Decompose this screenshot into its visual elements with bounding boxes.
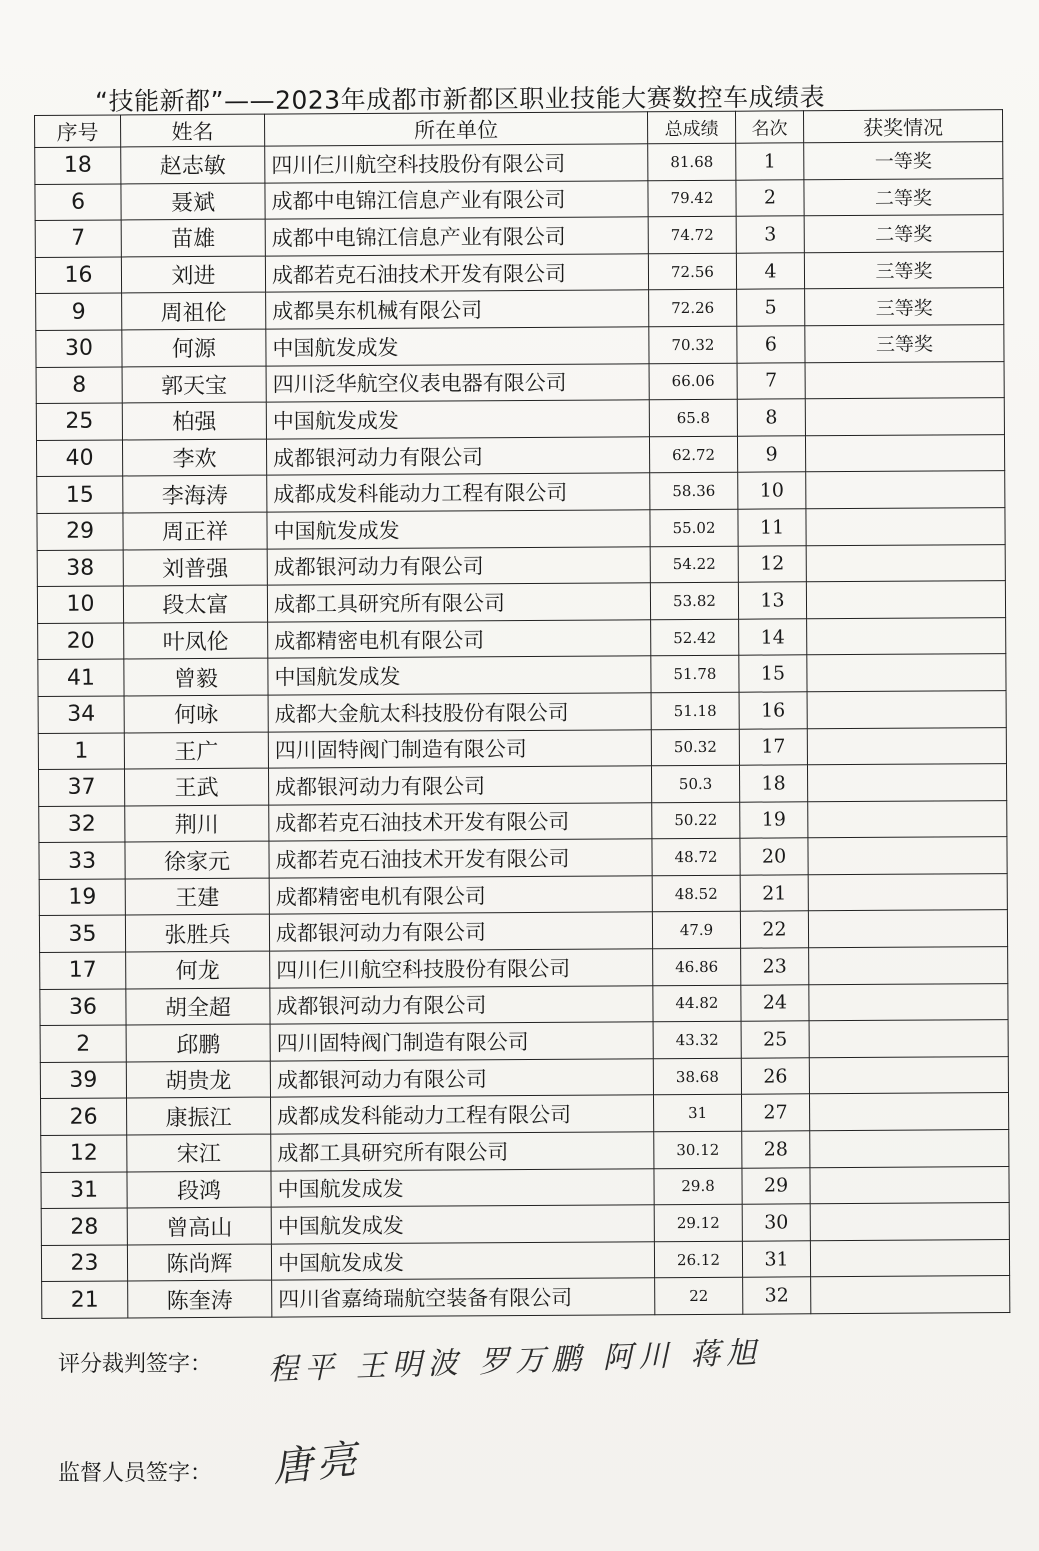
cell-name: 陈奎涛	[128, 1280, 272, 1317]
cell-no: 7	[35, 220, 121, 257]
table-row	[38, 654, 1006, 697]
cell-rank: 22	[740, 911, 808, 948]
cell-no: 23	[41, 1245, 127, 1282]
cell-rank: 10	[738, 472, 806, 509]
cell-rank: 6	[737, 326, 805, 363]
table-row	[41, 1239, 1009, 1282]
cell-award	[806, 471, 1005, 509]
cell-score: 74.72	[648, 216, 736, 253]
cell-rank: 27	[741, 1094, 809, 1131]
header-score: 总成绩	[647, 111, 735, 144]
cell-rank: 23	[741, 948, 809, 985]
cell-score: 72.56	[648, 253, 736, 290]
cell-award	[806, 581, 1005, 619]
cell-unit: 中国航发成发	[271, 1168, 654, 1207]
table-row	[38, 727, 1006, 770]
cell-award	[809, 947, 1008, 985]
table-row	[37, 544, 1005, 587]
table-row	[41, 1093, 1009, 1136]
cell-unit: 成都昊东机械有限公司	[266, 290, 649, 329]
cell-award	[806, 544, 1005, 582]
cell-score: 47.9	[652, 912, 740, 949]
cell-score: 54.22	[650, 546, 738, 583]
cell-rank: 29	[742, 1167, 810, 1204]
cell-score: 50.22	[652, 802, 740, 839]
supervisor-signature: 唐亮	[270, 1436, 363, 1492]
cell-name: 周祖伦	[122, 292, 266, 329]
cell-no: 25	[36, 403, 122, 440]
cell-no: 10	[37, 586, 123, 623]
cell-no: 36	[40, 989, 126, 1026]
cell-score: 70.32	[649, 326, 737, 363]
cell-rank: 26	[741, 1058, 809, 1095]
cell-rank: 21	[740, 875, 808, 912]
cell-rank: 9	[737, 436, 805, 473]
cell-rank: 7	[737, 362, 805, 399]
cell-name: 陈尚辉	[127, 1244, 271, 1281]
cell-rank: 16	[739, 692, 807, 729]
cell-name: 王建	[125, 878, 269, 915]
cell-score: 79.42	[648, 180, 736, 217]
cell-name: 胡贵龙	[126, 1061, 270, 1098]
cell-unit: 成都中电锦江信息产业有限公司	[265, 180, 648, 219]
cell-score: 38.68	[653, 1058, 741, 1095]
cell-no: 39	[40, 1062, 126, 1099]
header-rank: 名次	[735, 111, 803, 143]
cell-score: 43.32	[653, 1021, 741, 1058]
cell-rank: 12	[738, 545, 806, 582]
cell-rank: 20	[740, 838, 808, 875]
cell-no: 38	[37, 549, 123, 586]
results-table	[34, 109, 1010, 1319]
cell-name: 柏强	[122, 402, 266, 439]
table-row	[41, 1203, 1009, 1246]
cell-award	[810, 1203, 1009, 1241]
table-row	[39, 800, 1007, 843]
table-row	[41, 1130, 1009, 1173]
cell-name: 苗雄	[121, 219, 265, 256]
cell-name: 赵志敏	[121, 146, 265, 183]
table-row	[35, 215, 1003, 258]
cell-no: 8	[36, 367, 122, 404]
cell-unit: 成都成发科能动力工程有限公司	[267, 473, 650, 512]
cell-award	[809, 1093, 1008, 1131]
cell-award: 三等奖	[804, 251, 1003, 289]
cell-award	[809, 1056, 1008, 1094]
table-row	[37, 581, 1005, 624]
cell-name: 李欢	[122, 439, 266, 476]
cell-award	[810, 1166, 1009, 1204]
cell-rank: 15	[739, 655, 807, 692]
cell-name: 郭天宝	[122, 366, 266, 403]
cell-award	[807, 727, 1006, 765]
cell-unit: 四川省嘉绮瑞航空装备有限公司	[272, 1278, 655, 1317]
table-row	[39, 837, 1007, 880]
cell-no: 41	[38, 659, 124, 696]
cell-rank: 30	[742, 1204, 810, 1241]
cell-rank: 3	[736, 216, 804, 253]
judges-signatures: 程平 王明波 罗万鹏 阿川 蒋旭	[267, 1335, 763, 1388]
cell-score: 72.26	[649, 290, 737, 327]
table-body	[35, 142, 1010, 1319]
cell-rank: 4	[736, 253, 804, 290]
cell-no: 37	[38, 769, 124, 806]
cell-award	[807, 764, 1006, 802]
table-row	[36, 434, 1004, 477]
cell-unit: 中国航发成发	[266, 400, 649, 439]
table-row	[40, 983, 1008, 1026]
cell-name: 何龙	[126, 951, 270, 988]
table-row	[38, 690, 1006, 733]
cell-award: 三等奖	[805, 288, 1004, 326]
cell-no: 1	[38, 732, 124, 769]
cell-unit: 成都若克石油技术开发有限公司	[265, 254, 648, 293]
table-row	[39, 873, 1007, 916]
cell-award	[805, 398, 1004, 436]
cell-rank: 11	[738, 509, 806, 546]
cell-name: 何源	[122, 329, 266, 366]
cell-score: 66.06	[649, 363, 737, 400]
cell-name: 邱鹏	[126, 1024, 270, 1061]
table-row	[38, 764, 1006, 807]
cell-award	[805, 434, 1004, 472]
cell-no: 15	[37, 476, 123, 513]
cell-score: 46.86	[653, 948, 741, 985]
cell-award	[808, 910, 1007, 948]
cell-unit: 中国航发成发	[267, 510, 650, 549]
cell-rank: 25	[741, 1021, 809, 1058]
cell-no: 33	[39, 842, 125, 879]
cell-name: 段太富	[123, 585, 267, 622]
cell-score: 30.12	[654, 1131, 742, 1168]
header-award: 获奖情况	[803, 110, 1002, 143]
cell-score: 31	[653, 1095, 741, 1132]
cell-award	[810, 1130, 1009, 1168]
cell-no: 12	[41, 1135, 127, 1172]
cell-name: 聂斌	[121, 183, 265, 220]
cell-unit: 成都若克石油技术开发有限公司	[269, 802, 652, 841]
table-row	[35, 178, 1003, 221]
cell-unit: 四川仨川航空科技股份有限公司	[265, 144, 648, 183]
cell-no: 18	[35, 147, 121, 184]
supervisor-signature-label: 监督人员签字：	[58, 1461, 213, 1486]
cell-unit: 成都中电锦江信息产业有限公司	[265, 217, 648, 256]
cell-no: 19	[39, 879, 125, 916]
cell-no: 2	[40, 1025, 126, 1062]
cell-score: 55.02	[650, 509, 738, 546]
cell-unit: 成都若克石油技术开发有限公司	[269, 839, 652, 878]
cell-unit: 中国航发成发	[266, 327, 649, 366]
cell-unit: 四川仨川航空科技股份有限公司	[270, 949, 653, 988]
cell-name: 曾高山	[127, 1207, 271, 1244]
cell-name: 曾毅	[124, 658, 268, 695]
cell-no: 9	[36, 293, 122, 330]
cell-unit: 四川泛华航空仪表电器有限公司	[266, 363, 649, 402]
cell-unit: 成都工具研究所有限公司	[271, 1132, 654, 1171]
cell-rank: 31	[742, 1241, 810, 1278]
cell-no: 17	[40, 952, 126, 989]
cell-unit: 四川固特阀门制造有限公司	[270, 1022, 653, 1061]
cell-no: 21	[42, 1281, 128, 1318]
cell-name: 王广	[124, 732, 268, 769]
cell-rank: 17	[739, 728, 807, 765]
cell-score: 50.3	[651, 765, 739, 802]
table-row	[41, 1166, 1009, 1209]
cell-unit: 成都银河动力有限公司	[270, 985, 653, 1024]
cell-unit: 成都银河动力有限公司	[266, 436, 649, 475]
cell-award	[806, 508, 1005, 546]
cell-score: 26.12	[654, 1241, 742, 1278]
table-row	[37, 508, 1005, 551]
cell-score: 53.82	[650, 582, 738, 619]
cell-award	[808, 873, 1007, 911]
cell-rank: 2	[736, 179, 804, 216]
cell-unit: 成都银河动力有限公司	[269, 912, 652, 951]
cell-rank: 19	[740, 801, 808, 838]
cell-name: 何咏	[124, 695, 268, 732]
table-row	[40, 1020, 1008, 1063]
cell-award	[811, 1276, 1010, 1314]
cell-unit: 成都精密电机有限公司	[268, 619, 651, 658]
cell-score: 62.72	[649, 436, 737, 473]
table-row	[40, 947, 1008, 990]
cell-award	[810, 1239, 1009, 1277]
cell-score: 51.78	[651, 656, 739, 693]
cell-no: 28	[41, 1208, 127, 1245]
cell-rank: 1	[736, 143, 804, 180]
cell-unit: 四川固特阀门制造有限公司	[268, 729, 651, 768]
cell-no: 16	[35, 257, 121, 294]
cell-score: 51.18	[651, 692, 739, 729]
cell-award: 二等奖	[804, 215, 1003, 253]
judges-signature-label: 评分裁判签字：	[58, 1352, 213, 1377]
cell-rank: 13	[738, 582, 806, 619]
cell-award	[808, 837, 1007, 875]
cell-unit: 成都银河动力有限公司	[267, 546, 650, 585]
cell-unit: 成都工具研究所有限公司	[267, 583, 650, 622]
cell-no: 26	[41, 1098, 127, 1135]
cell-name: 康振江	[127, 1098, 271, 1135]
cell-score: 52.42	[651, 619, 739, 656]
cell-name: 刘进	[121, 256, 265, 293]
results-table-container	[34, 109, 1009, 1319]
cell-name: 叶凤伦	[124, 622, 268, 659]
cell-name: 徐家元	[125, 841, 269, 878]
table-row	[35, 251, 1003, 294]
cell-no: 35	[39, 915, 125, 952]
table-row	[36, 361, 1004, 404]
cell-name: 段鸿	[127, 1171, 271, 1208]
cell-no: 29	[37, 513, 123, 550]
cell-score: 48.52	[652, 875, 740, 912]
cell-award	[809, 1020, 1008, 1058]
cell-name: 荆川	[125, 805, 269, 842]
cell-unit: 成都大金航太科技股份有限公司	[268, 693, 651, 732]
cell-name: 张胜兵	[125, 915, 269, 952]
cell-name: 周正祥	[123, 512, 267, 549]
cell-name: 李海涛	[123, 475, 267, 512]
cell-rank: 5	[737, 289, 805, 326]
cell-score: 29.12	[654, 1204, 742, 1241]
cell-rank: 24	[741, 984, 809, 1021]
cell-score: 48.72	[652, 838, 740, 875]
table-row	[40, 1056, 1008, 1099]
cell-unit: 成都成发科能动力工程有限公司	[271, 1095, 654, 1134]
header-no: 序号	[35, 115, 121, 148]
cell-award	[805, 361, 1004, 399]
cell-award	[807, 617, 1006, 655]
table-row	[42, 1276, 1010, 1319]
cell-rank: 28	[742, 1131, 810, 1168]
cell-no: 32	[39, 806, 125, 843]
table-row	[36, 325, 1004, 368]
cell-no: 6	[35, 184, 121, 221]
cell-score: 44.82	[653, 985, 741, 1022]
page-title: “技能新都”——2023年成都市新都区职业技能大赛数控车成绩表	[95, 82, 826, 116]
cell-award: 一等奖	[804, 142, 1003, 180]
cell-no: 20	[38, 623, 124, 660]
cell-unit: 成都银河动力有限公司	[268, 766, 651, 805]
table-row	[38, 617, 1006, 660]
table-row	[37, 471, 1005, 514]
cell-name: 宋江	[127, 1134, 271, 1171]
cell-score: 58.36	[650, 473, 738, 510]
cell-rank: 14	[739, 619, 807, 656]
table-row	[35, 142, 1003, 185]
cell-name: 王武	[124, 768, 268, 805]
table-row	[39, 910, 1007, 953]
cell-award	[808, 800, 1007, 838]
cell-unit: 中国航发成发	[271, 1242, 654, 1281]
cell-score: 22	[655, 1278, 743, 1315]
cell-award	[809, 983, 1008, 1021]
cell-unit: 成都银河动力有限公司	[270, 1059, 653, 1098]
table-row	[36, 398, 1004, 441]
cell-name: 刘普强	[123, 549, 267, 586]
cell-unit: 中国航发成发	[271, 1205, 654, 1244]
cell-score: 65.8	[649, 399, 737, 436]
cell-award: 二等奖	[804, 178, 1003, 216]
table-row	[36, 288, 1004, 331]
cell-rank: 32	[743, 1277, 811, 1314]
cell-rank: 8	[737, 399, 805, 436]
cell-name: 胡全超	[126, 988, 270, 1025]
cell-score: 81.68	[648, 143, 736, 180]
cell-no: 30	[36, 330, 122, 367]
cell-no: 40	[36, 440, 122, 477]
cell-unit: 成都精密电机有限公司	[269, 876, 652, 915]
cell-unit: 中国航发成发	[268, 656, 651, 695]
header-name: 姓名	[121, 114, 265, 147]
cell-award	[807, 654, 1006, 692]
cell-no: 34	[38, 696, 124, 733]
cell-score: 50.32	[651, 729, 739, 766]
cell-no: 31	[41, 1172, 127, 1209]
cell-award	[807, 690, 1006, 728]
cell-score: 29.8	[654, 1168, 742, 1205]
header-unit: 所在单位	[264, 112, 647, 146]
cell-award: 三等奖	[805, 325, 1004, 363]
cell-rank: 18	[739, 765, 807, 802]
